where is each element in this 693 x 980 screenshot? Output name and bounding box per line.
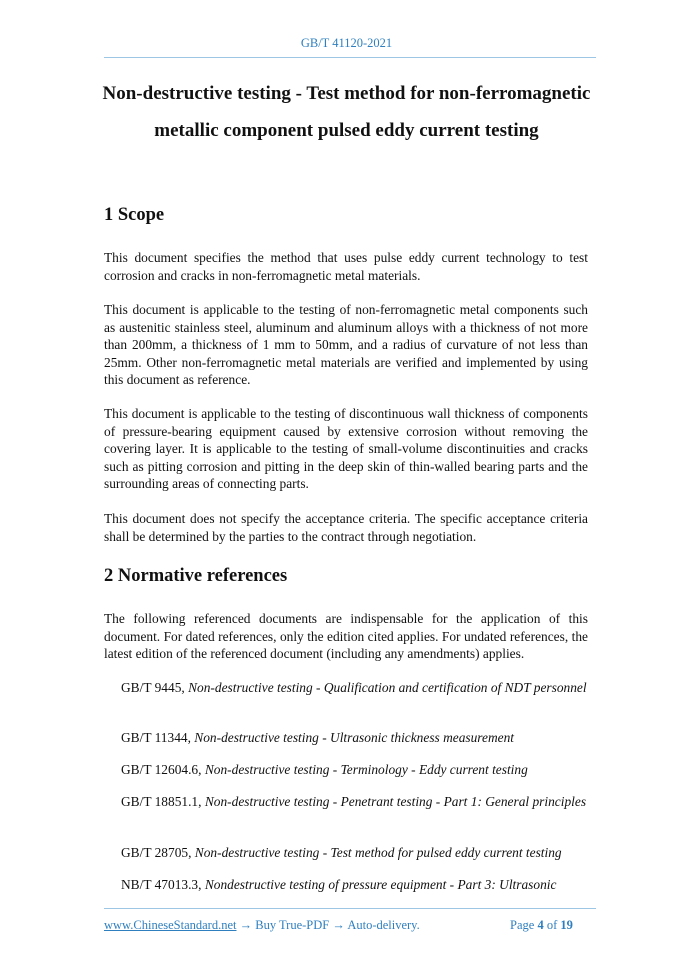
arrow-right-icon: → (332, 918, 345, 932)
footer-divider (104, 908, 596, 909)
references-intro-paragraph: The following referenced documents are indispensable for the application of this document. For dated references, only the edition cited applies. For undated references, the latest edition of the referenced document (including any amendments) applies. (104, 611, 588, 661)
reference-item (121, 876, 588, 894)
reference-title: Non-destructive testing - Penetrant testing - Part 1: General principles (204, 794, 587, 809)
scope-paragraph-2: This document is applicable to the testing of non-ferromagnetic metal components such as austenitic stainless steel, aluminum and aluminum alloys with a thickness of not more than 200mm, a thickness of 1 mm to 50mm, and a radius of curvature of not less than 25mm. Other non-ferromagnetic metal materials are verified and implemented by using this document as reference. (104, 302, 588, 387)
current-page-number: 4 (537, 918, 544, 932)
page-label: Page (510, 918, 535, 932)
document-title-line-2: metallic component pulsed eddy current testing (154, 120, 539, 141)
section-heading-normative-references: 2 Normative references (104, 566, 288, 586)
document-title-line-1: Non-destructive testing - Test method for non-ferromagnetic (102, 83, 591, 104)
reference-title: Non-destructive testing - Ultrasonic thickness measurement (194, 730, 514, 745)
of-label: of (546, 918, 558, 932)
site-link[interactable]: www.ChineseStandard.net (104, 918, 237, 932)
reference-code: GB/T 11344, (121, 730, 191, 745)
auto-delivery-text: Auto-delivery. (347, 918, 420, 932)
reference-item (121, 844, 588, 862)
page-indicator (510, 918, 573, 933)
arrow-right-icon: → (239, 918, 253, 932)
reference-item (121, 679, 588, 697)
section-heading-scope: 1 Scope (104, 205, 165, 225)
buy-true-pdf-link[interactable]: Buy True-PDF (255, 918, 330, 932)
reference-item (121, 761, 588, 779)
total-page-number: 19 (560, 918, 573, 932)
reference-title: Non-destructive testing - Terminology - Eddy current testing (204, 762, 528, 777)
reference-code: NB/T 47013.3, (121, 877, 202, 892)
scope-paragraph-1: This document specifies the method that uses pulse eddy current technology to test corrosion and cracks in non-ferromagnetic metal materials. (104, 250, 588, 283)
reference-code: GB/T 18851.1, (121, 794, 202, 809)
reference-item (121, 729, 588, 747)
header-divider (104, 57, 596, 58)
reference-title: Non-destructive testing - Test method for pulsed eddy current testing (194, 845, 562, 860)
reference-code: GB/T 28705, (121, 845, 192, 860)
reference-code: GB/T 12604.6, (121, 762, 202, 777)
scope-paragraph-4: This document does not specify the acceptance criteria. The specific acceptance criteria shall be determined by the parties to the contract through negotiation. (104, 511, 588, 544)
reference-code: GB/T 9445, (121, 680, 185, 695)
footer-links (104, 918, 420, 933)
reference-item (121, 793, 588, 811)
reference-title: Nondestructive testing of pressure equipment - Part 3: Ultrasonic (204, 877, 557, 892)
reference-title: Non-destructive testing - Qualification and certification of NDT personnel (188, 680, 587, 695)
document-code-header: GB/T 41120-2021 (300, 36, 393, 50)
scope-paragraph-3: This document is applicable to the testing of discontinuous wall thickness of components of pressure-bearing equipment caused by extensive corrosion without removing the covering layer. It is applicable to the testing of small-volume discontinuities and cracks such as pitting corrosion and pitting in the deep skin of thin-walled bearing parts and the surrounding areas of connecting parts. (104, 406, 588, 491)
